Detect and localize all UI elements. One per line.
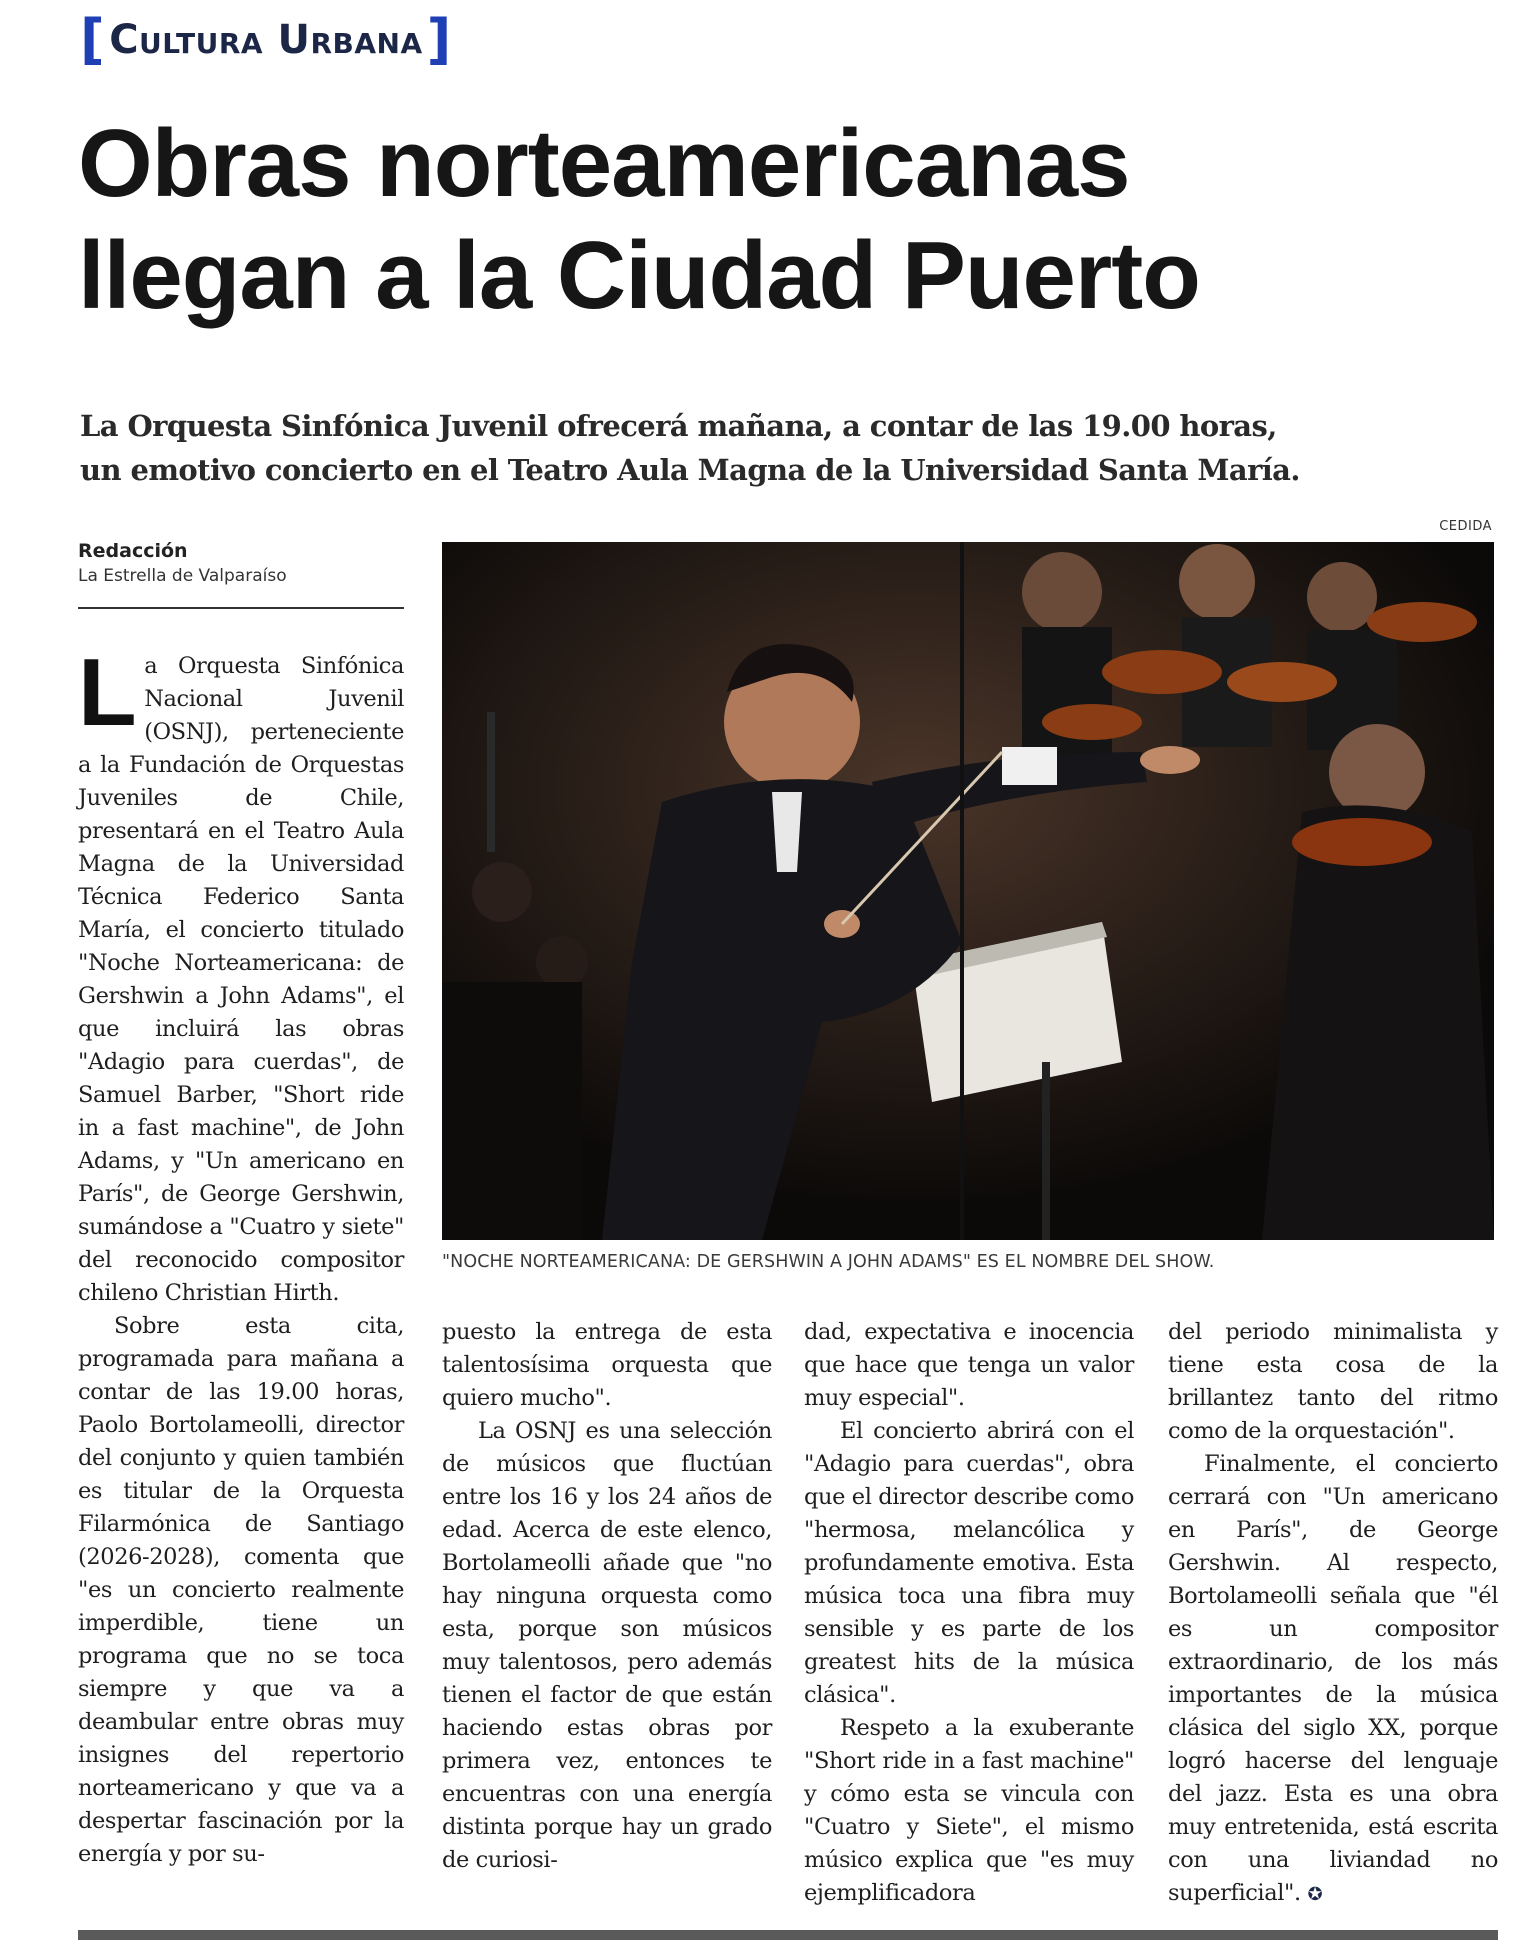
section-open-bracket: [: [80, 8, 106, 71]
photo-caption: "NOCHE NORTEAMERICANA: DE GERSHWIN A JOHN ADAMS" ES EL NOMBRE DEL SHOW.: [442, 1252, 1215, 1272]
paragraph-1-text: a Orquesta Sinfónica Nacional Juvenil (OSNJ), perteneciente a la Fundación de Orquestas Juveniles de Chile, presentará en el Teatro Aula Magna de la Universidad Técnica Federico Santa María, el concierto titulado "Noche Norteamericana: de Gershwin a John Adams", el que incluirá las obras "Adagio para cuerdas", de Samuel Barber, "Short ride in a fast machine", de John Adams, y "Un americano en París", de George Gershwin, sumándose a "Cuatro y siete" del reconocido compositor chileno Christian Hirth.: [78, 653, 404, 1306]
end-mark-icon: ✪: [1307, 1884, 1323, 1905]
byline-author: Redacción: [78, 540, 188, 562]
paragraph-6: [1168, 1448, 1498, 1911]
paragraph-4: El concierto abrirá con el "Adagio para cuerdas", obra que el director describe como "hermosa, melancólica y profundamente emotiva. Esta música toca una fibra muy sensible y es parte de los greatest hits de la música clásica".: [804, 1418, 1134, 1708]
byline-publication: La Estrella de Valparaíso: [78, 566, 287, 586]
article-column-3: [804, 1316, 1134, 1910]
article-column-4: [1168, 1316, 1498, 1911]
headline-line-1: Obras norteamericanas: [78, 110, 1130, 217]
footer-rule: [78, 1930, 1498, 1940]
concert-photo-illustration: [442, 542, 1494, 1240]
dropcap: L: [78, 639, 137, 746]
paragraph-1: [78, 639, 404, 1310]
deck: [80, 404, 1480, 492]
photo-credit: CEDIDA: [1439, 519, 1492, 534]
paragraph-3-start: La OSNJ es una selección de músicos que fluctúan entre los 16 y los 24 años de edad. Acerca de este elenco, Bortolameolli añade que "no hay ninguna orquesta como esta, porque son músicos muy talentosos, pero además tienen el factor de que están haciendo estas obras por primera vez, entonces te encuentras con una energía distinta porque hay un grado de curiosi-: [442, 1418, 772, 1873]
concert-photo: [442, 542, 1494, 1240]
deck-line-2: un emotivo concierto en el Teatro Aula Magna de la Universidad Santa María.: [80, 453, 1300, 487]
paragraph-2-end: puesto la entrega de esta talentosísima orquesta que quiero mucho".: [442, 1319, 772, 1411]
deck-line-1: La Orquesta Sinfónica Juvenil ofrecerá mañana, a contar de las 19.00 horas,: [80, 409, 1277, 443]
paragraph-5-start: Respeto a la exuberante "Short ride in a fast machine" y cómo esta se vincula con "Cuatro y Siete", el mismo músico explica que "es muy ejemplificadora: [804, 1715, 1134, 1906]
headline: [78, 108, 1478, 332]
headline-line-2: llegan a la Ciudad Puerto: [78, 222, 1200, 329]
section-tag: [80, 8, 452, 71]
article-column-1: [78, 639, 404, 1871]
paragraph-3-end: dad, expectativa e inocencia que hace que tenga un valor muy especial".: [804, 1319, 1134, 1411]
section-label: Cultura Urbana: [109, 17, 423, 63]
paragraph-2-start: Sobre esta cita, programada para mañana a contar de las 19.00 horas, Paolo Bortolameolli, director del conjunto y quien también es titular de la Orquesta Filarmónica de Santiago (2026-2028), comenta que "es un concierto realmente imperdible, tiene un programa que no se toca siempre y que va a deambular entre obras muy insignes del repertorio norteamericano y que va a despertar fascinación por la energía y por su-: [78, 1313, 404, 1867]
article-column-2: [442, 1316, 772, 1877]
byline-rule: [78, 607, 404, 609]
paragraph-5-end: del periodo minimalista y tiene esta cosa de la brillantez tanto del ritmo como de la orquestación".: [1168, 1319, 1498, 1444]
section-close-bracket: ]: [426, 8, 452, 71]
paragraph-6-text: Finalmente, el concierto cerrará con "Un americano en París", de George Gershwin. Al respecto, Bortolameolli señala que "él es un compositor extraordinario, de los más importantes de la música clásica del siglo XX, porque logró hacerse del lenguaje del jazz. Esta es una obra muy entretenida, está escrita con una liviandad no superficial".: [1168, 1451, 1498, 1906]
